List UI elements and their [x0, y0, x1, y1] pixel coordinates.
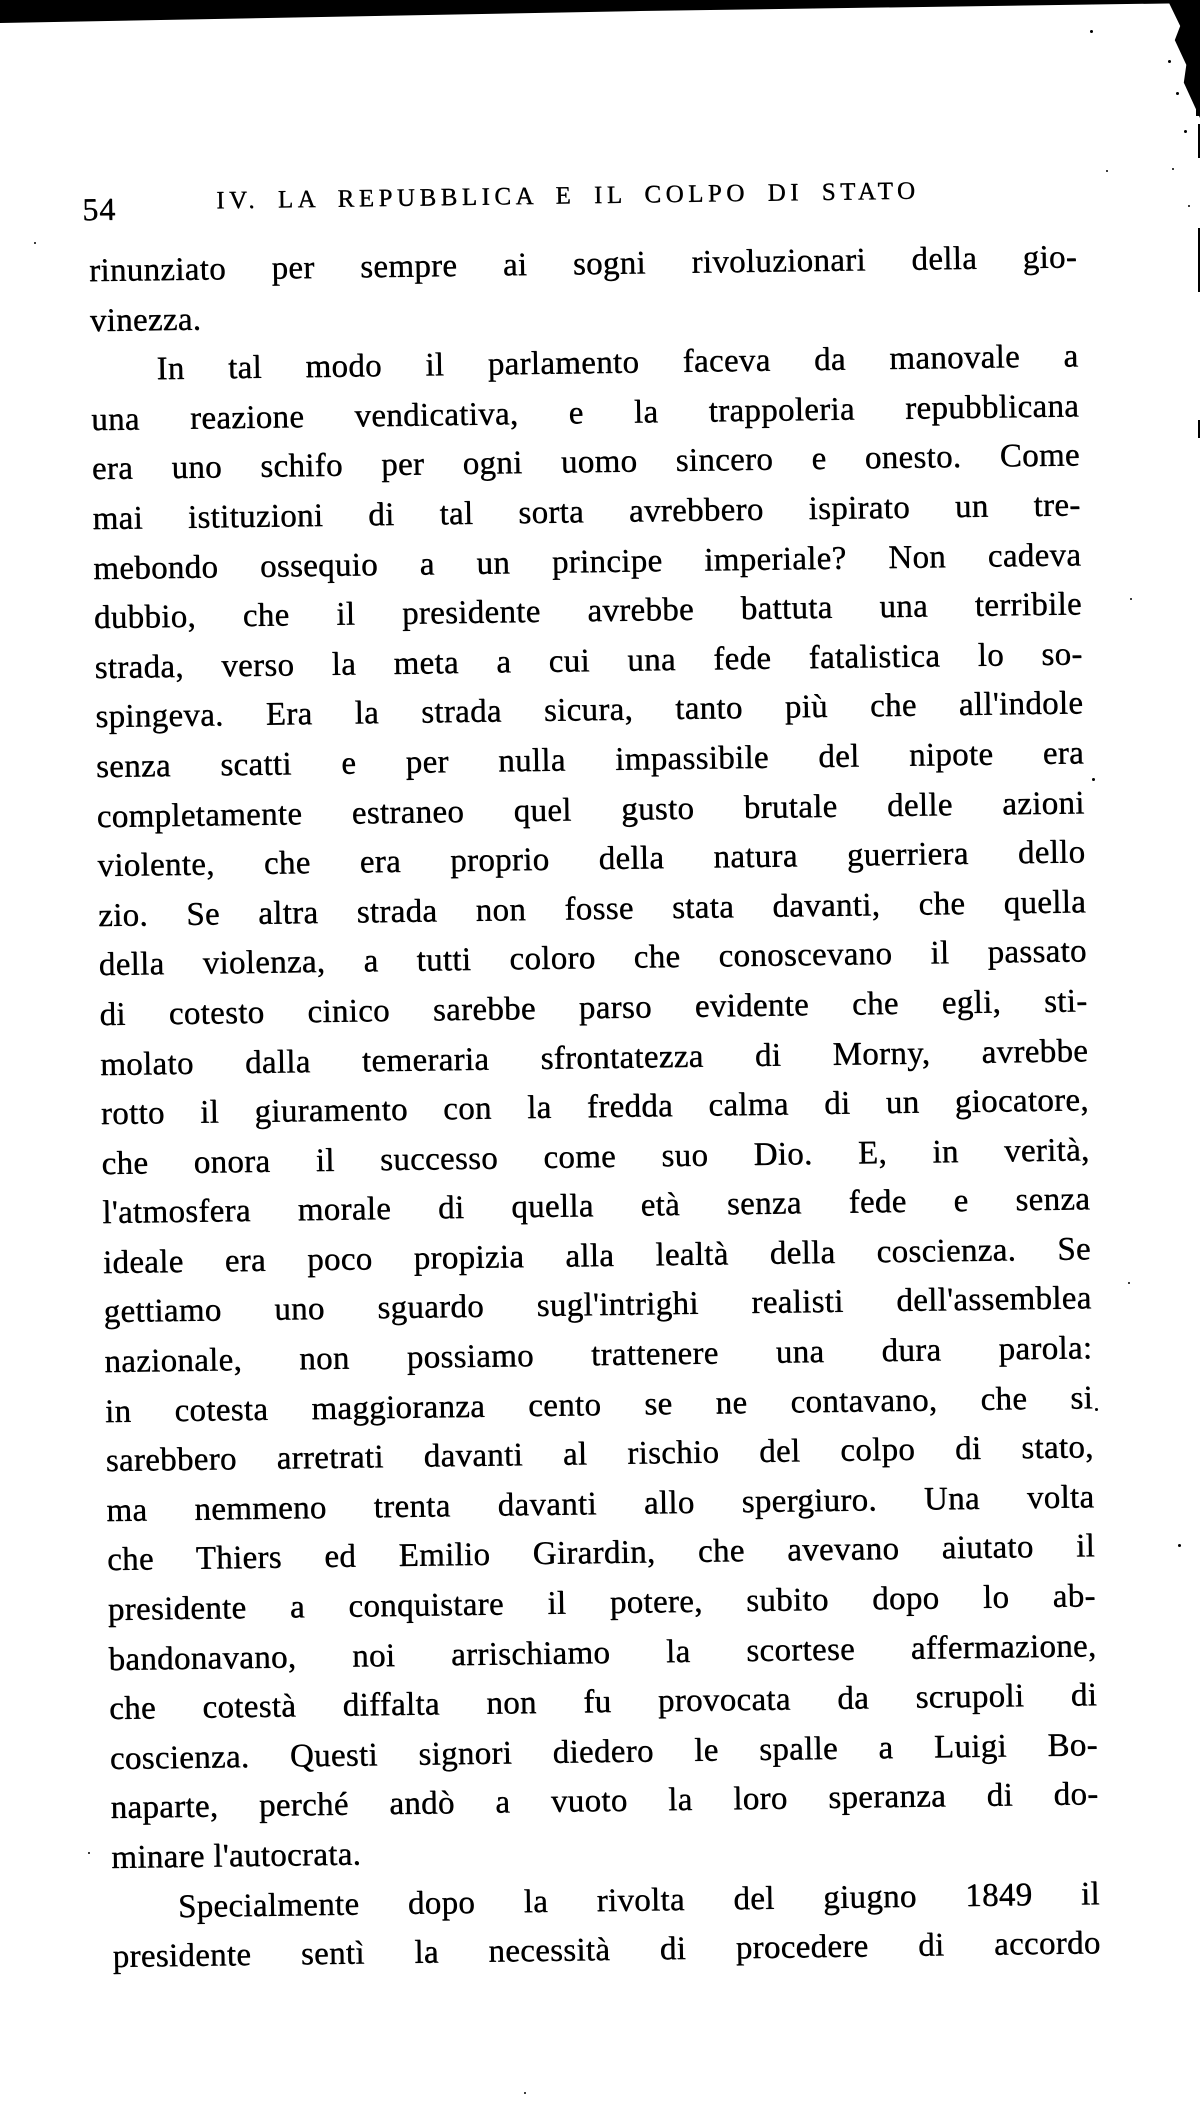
text-line: della violenza, a tutti coloro che conoscevano il passato	[98, 933, 1087, 984]
text-line: minare l'autocrata.	[110, 1836, 362, 1876]
scan-artifact	[1196, 0, 1200, 116]
text-line: presidente a conquistare il potere, subito dopo lo ab-	[107, 1578, 1096, 1628]
text-line: In tal modo il parlamento faceva da manovale a	[156, 338, 1079, 388]
text-line: che onora il successo come suo Dio. E, in verità,	[101, 1131, 1090, 1182]
text-line: una reazione vendicativa, e la trappoleria repubblicana	[90, 388, 1080, 438]
text-line: nazionale, non possiamo trattenere una dura parola:	[104, 1330, 1093, 1381]
page-header	[81, 169, 1079, 229]
text-line: zio. Se altra strada non fosse stata davanti, che quella	[97, 883, 1087, 934]
text-line: violente, che era proprio della natura guerriera dello	[97, 834, 1086, 885]
page-number: 54	[81, 190, 117, 228]
text-line: che cotestà diffalta non fu provocata da scrupoli di	[108, 1677, 1098, 1728]
text-line: senza scatti e per nulla impassibile del nipote era	[95, 735, 1085, 785]
text-line: che Thiers ed Emilio Girardin, che avevano aiutato il	[106, 1528, 1096, 1579]
text-line: in cotesta maggioranza cento se ne contavano, che si	[104, 1379, 1094, 1430]
body-text	[89, 233, 1101, 1982]
scan-artifact	[1188, 205, 1190, 207]
text-line: spingeva. Era la strada sicura, tanto più che all'indole	[95, 685, 1084, 736]
text-line: era uno schifo per ogni uomo sincero e onesto. Come	[91, 437, 1080, 488]
text-line: gettiamo uno sguardo sugl'intrighi realisti dell'assemblea	[103, 1280, 1092, 1331]
text-line: rotto il giuramento con la fredda calma di un giocatore,	[100, 1082, 1090, 1133]
text-line: vinezza.	[89, 301, 202, 339]
text-line: molato dalla temeraria sfrontatezza di Morny, avrebbe	[99, 1032, 1089, 1083]
text-line: ma nemmeno trenta davanti allo spergiuro. Una volta	[106, 1478, 1095, 1529]
text-line: presidente sentì la necessità di procedere di accordo	[112, 1925, 1101, 1976]
text-line: ideale era poco propizia alla lealtà della coscienza. Se	[102, 1231, 1092, 1281]
text-line: l'atmosfera morale di quella età senza fede e senza	[101, 1181, 1091, 1232]
text-line: dubbio, che il presidente avrebbe battuta una terribile	[93, 586, 1083, 637]
text-line: naparte, perché andò a vuoto la loro speranza di do-	[110, 1776, 1099, 1827]
text-line: mebondo ossequio a un principe imperiale? Non cadeva	[92, 536, 1082, 587]
text-line: bandonavano, noi arrischiamo la scortese affermazione,	[108, 1627, 1097, 1678]
text-line: di cotesto cinico sarebbe parso evidente che egli, sti-	[99, 983, 1088, 1033]
text-line: mai istituzioni di tal sorta avrebbero ispirato un tre-	[92, 487, 1081, 538]
text-line: completamente estraneo quel gusto brutale delle azioni	[96, 784, 1085, 835]
running-head: IV. LA REPUBBLICA E IL COLPO DI STATO	[215, 177, 920, 215]
text-line: rinunziato per sempre ai sogni rivoluzionari della gio-	[88, 239, 1078, 290]
text-line: coscienza. Questi signori diedero le spalle a Luigi Bo-	[109, 1726, 1099, 1777]
text-line: Specialmente dopo la rivolta del giugno 1849 il	[177, 1875, 1101, 1925]
text-line: sarebbero arretrati davanti al rischio del colpo di stato,	[105, 1429, 1094, 1480]
text-line: strada, verso la meta a cui una fede fatalistica lo so-	[94, 635, 1083, 686]
